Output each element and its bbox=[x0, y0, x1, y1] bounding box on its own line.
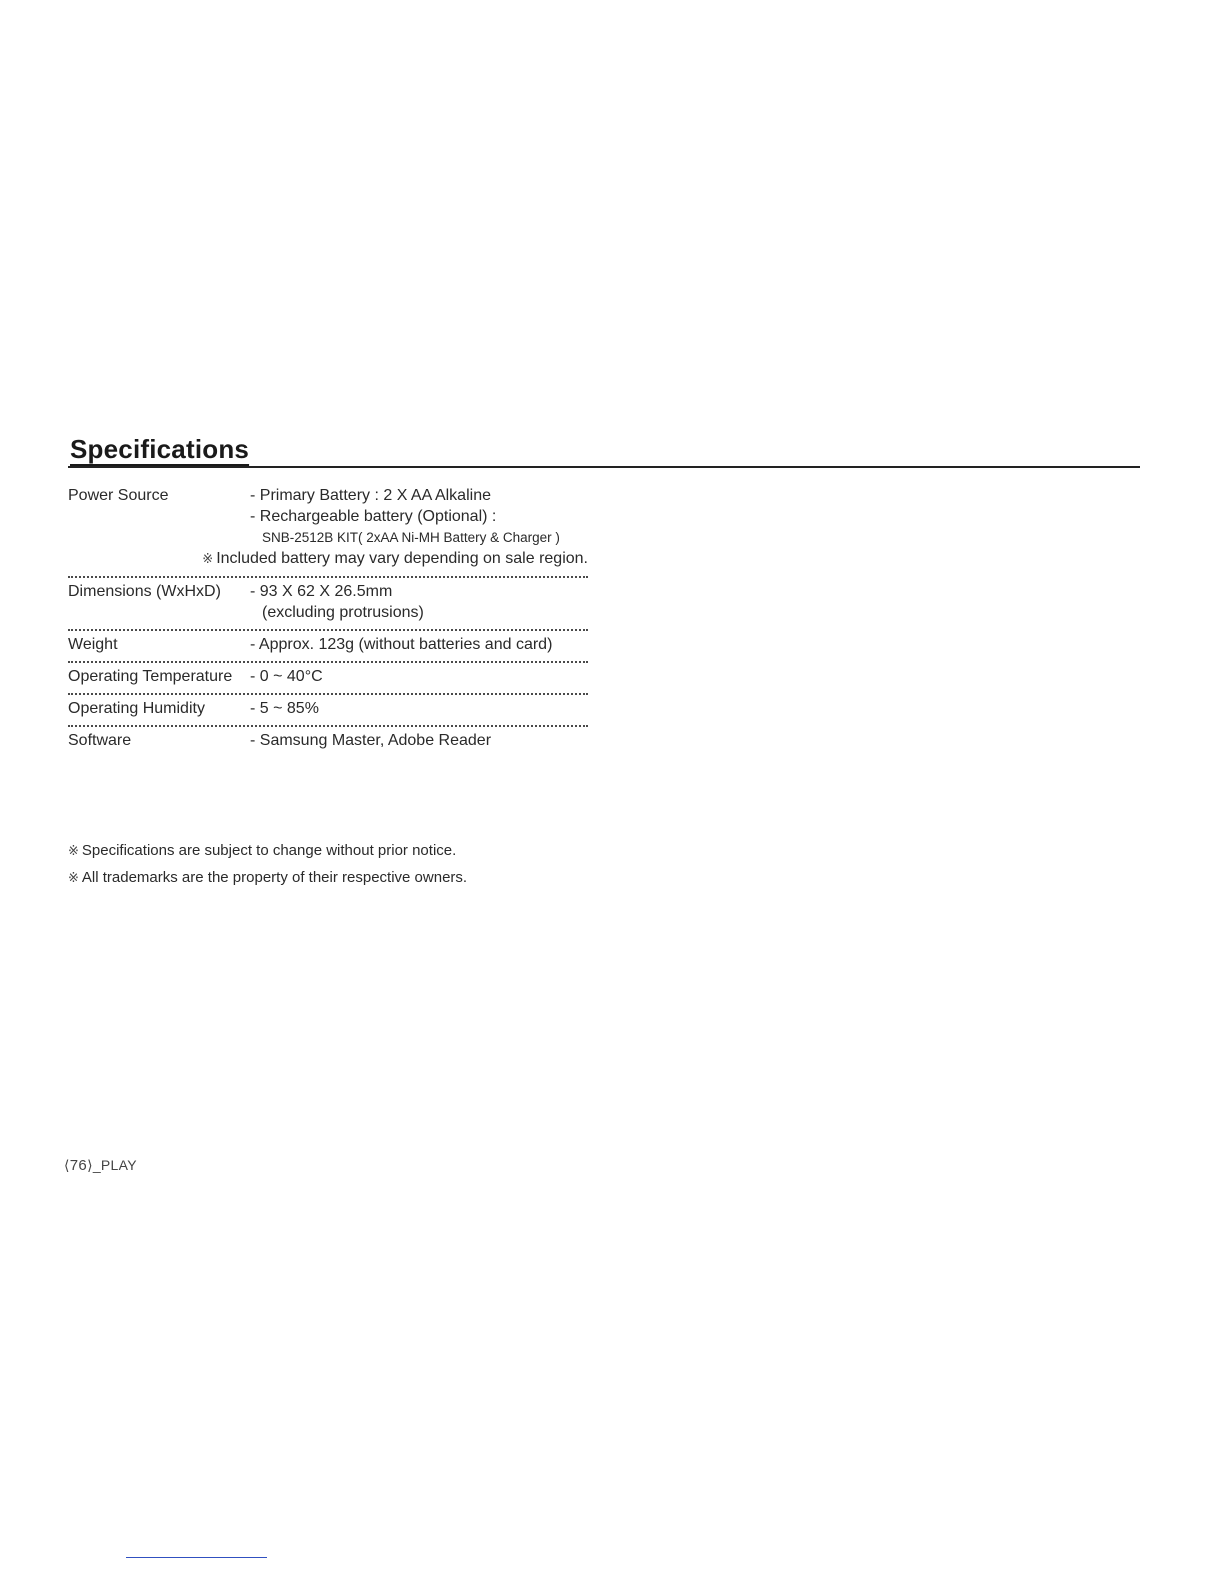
battery-note-text: Included battery may vary depending on sale region. bbox=[216, 550, 588, 567]
spec-row-humidity bbox=[68, 695, 588, 727]
right-angle-icon: ⟩ bbox=[87, 1158, 93, 1174]
reference-mark-icon: ※ bbox=[68, 871, 79, 886]
footnotes bbox=[68, 838, 467, 892]
title-rule bbox=[68, 432, 1140, 468]
page-number: 76 bbox=[69, 1157, 88, 1174]
spec-value: - 93 X 62 X 26.5mm bbox=[250, 583, 393, 600]
spec-label: Software bbox=[68, 732, 132, 749]
spec-value: - Samsung Master, Adobe Reader bbox=[250, 732, 492, 749]
spec-table bbox=[68, 482, 588, 757]
footnote-text: All trademarks are the property of their respective owners. bbox=[81, 869, 468, 886]
footnote bbox=[68, 865, 467, 892]
spec-values bbox=[250, 666, 588, 687]
spec-row-temperature bbox=[68, 663, 588, 695]
spec-row-software bbox=[68, 727, 588, 757]
spec-label: Dimensions (WxHxD) bbox=[68, 583, 221, 600]
spec-row-dimensions bbox=[68, 578, 588, 631]
spec-label: Operating Temperature bbox=[68, 668, 233, 685]
left-angle-icon: ⟨ bbox=[64, 1158, 70, 1174]
spec-value: - Rechargeable battery (Optional) : bbox=[250, 508, 497, 525]
spec-value: - Primary Battery : 2 X AA Alkaline bbox=[250, 487, 491, 504]
spec-values bbox=[250, 730, 588, 751]
spec-label: Operating Humidity bbox=[68, 700, 205, 717]
reference-mark-icon: ※ bbox=[68, 844, 79, 859]
page-footer bbox=[64, 1157, 137, 1174]
spec-value: - 5 ~ 85% bbox=[250, 700, 319, 717]
spec-value: (excluding protrusions) bbox=[262, 604, 424, 621]
reference-mark-icon: ※ bbox=[202, 552, 214, 567]
page-title: Specifications bbox=[70, 434, 250, 464]
footnote bbox=[68, 838, 467, 865]
spec-value-model: SNB-2512B KIT( 2xAA Ni-MH Battery & Charger ) bbox=[262, 530, 560, 545]
spec-values bbox=[250, 581, 588, 623]
section-name: _PLAY bbox=[92, 1157, 137, 1173]
spec-label: Weight bbox=[68, 636, 118, 653]
spec-label: Power Source bbox=[68, 487, 169, 504]
spec-row-power-source bbox=[68, 482, 588, 578]
spec-values bbox=[250, 698, 588, 719]
spec-value: - Approx. 123g (without batteries and card) bbox=[250, 636, 553, 653]
battery-note bbox=[68, 548, 588, 570]
bottom-accent-line bbox=[126, 1557, 267, 1558]
spec-row-weight bbox=[68, 631, 588, 663]
spec-values bbox=[250, 485, 588, 548]
spec-value: - 0 ~ 40°C bbox=[250, 668, 323, 685]
spec-values bbox=[250, 634, 588, 655]
footnote-text: Specifications are subject to change without prior notice. bbox=[81, 842, 457, 859]
